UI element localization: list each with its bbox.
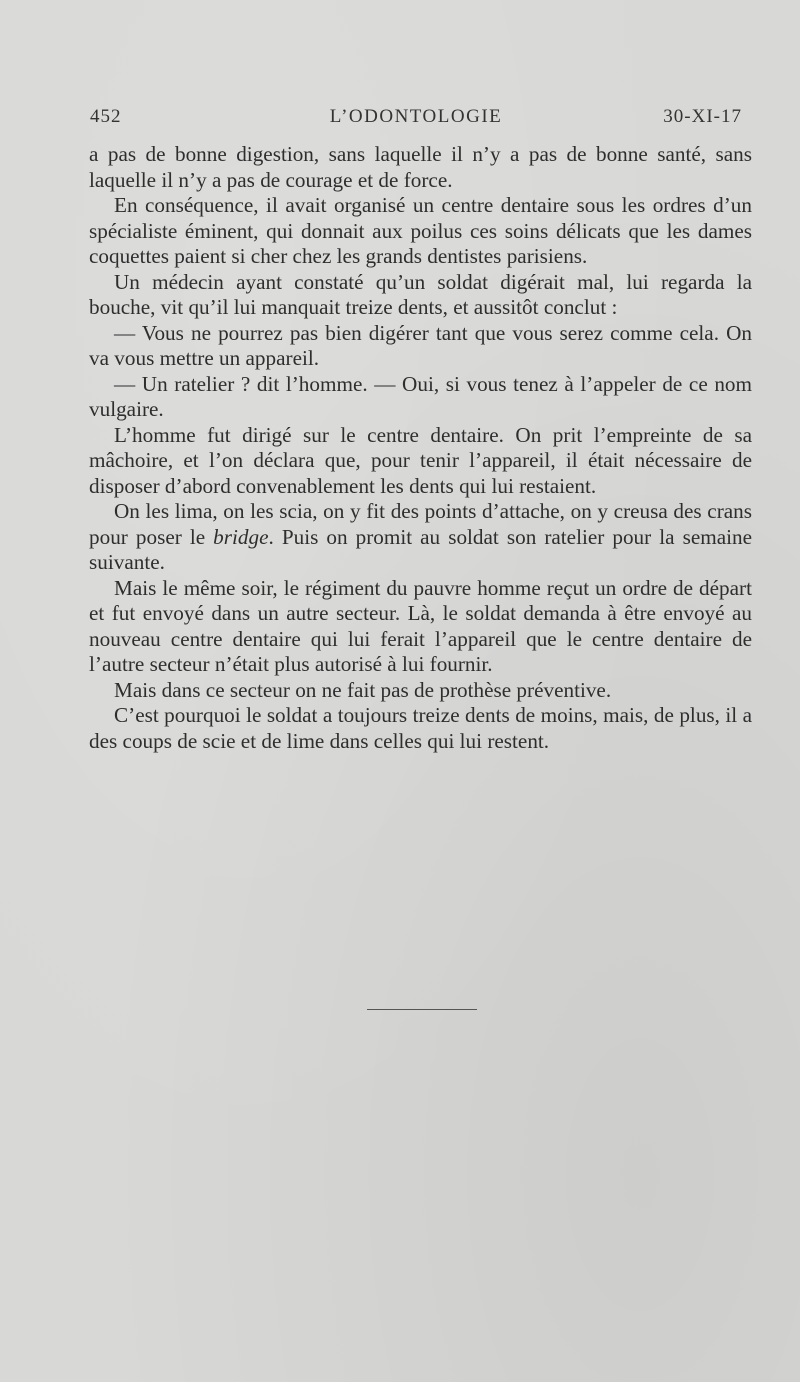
page-number: 452 — [90, 106, 122, 127]
issue-date: 30-XI-17 — [663, 106, 742, 127]
paragraph-text-before: On les lima, on les scia, on y fit des points d’attache, on y creusa des crans pour poser le — [89, 499, 752, 549]
paragraph: Mais le même soir, le régiment du pauvre homme reçut un ordre de départ et fut envoyé dans un autre secteur. Là, le soldat demanda à être envoyé au nouveau centre dentaire qui lui ferait l’appareil que le centre dentaire de l’autre secteur n’était plus autorisé à lui fournir. — [89, 575, 752, 676]
paragraph-continuation: a pas de bonne digestion, sans laquelle il n’y a pas de bonne santé, sans laquelle il n’y a pas de courage et de force. — [89, 142, 752, 192]
running-title: L’ODONTOLOGIE — [329, 106, 503, 127]
paragraph: Un médecin ayant constaté qu’un soldat digérait mal, lui regarda la bouche, vit qu’il lui manquait treize dents, et aussitôt conclut : — [89, 269, 752, 319]
end-of-article-rule — [367, 1009, 477, 1010]
article-body — [89, 142, 752, 754]
dialogue-line: — Un ratelier ? dit l’homme. — Oui, si vous tenez à l’appeler de ce nom vulgaire. — [89, 371, 752, 421]
paragraph: L’homme fut dirigé sur le centre dentaire. On prit l’empreinte de sa mâchoire, et l’on déclara que, pour tenir l’appareil, il était nécessaire de disposer d’abord convenablement les dents qui lui restaient. — [89, 422, 752, 498]
dialogue-line: — Vous ne pourrez pas bien digérer tant que vous serez comme cela. On va vous mettre un appareil. — [89, 320, 752, 370]
italic-term: bridge — [213, 524, 269, 549]
page-header — [90, 106, 742, 136]
paragraph: C’est pourquoi le soldat a toujours treize dents de moins, mais, de plus, il a des coups de scie et de lime dans celles qui lui restent. — [89, 703, 752, 753]
paragraph-text-after: . Puis on promit au soldat son ratelier pour la semaine suivante. — [89, 524, 752, 574]
paragraph: En conséquence, il avait organisé un centre dentaire sous les ordres d’un spécialiste éminent, qui donnait aux poilus ces soins délicats que les dames coquettes paient si cher chez les grands dentistes parisiens. — [89, 193, 752, 268]
paragraph-with-italic — [89, 499, 752, 576]
paragraph: Mais dans ce secteur on ne fait pas de prothèse préventive. — [114, 677, 612, 702]
